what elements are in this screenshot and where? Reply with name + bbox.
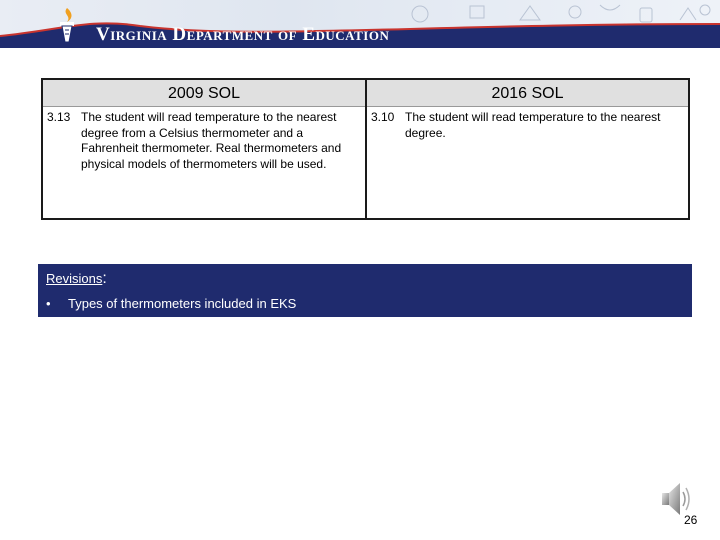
sol-2009-column — [43, 80, 367, 218]
bullet-icon: • — [46, 296, 51, 311]
revisions-heading — [46, 270, 684, 288]
torch-logo-icon — [54, 6, 80, 46]
page-number: 26 — [684, 513, 698, 527]
sol-2009-text: The student will read temperature to the nearest degree from a Celsius thermometer and a Fahrenheit thermometer. Real thermometers and physical models of thermometers will be used. — [81, 110, 342, 171]
header-banner — [0, 0, 720, 48]
sol-2016-column — [367, 80, 688, 218]
revisions-colon: : — [102, 270, 107, 287]
sol-2016-number: 3.10 — [371, 110, 395, 124]
sol-2009-number: 3.13 — [47, 110, 71, 124]
sol-comparison-table — [41, 78, 690, 220]
header-title: Virginia Department of Education — [96, 24, 390, 45]
sol-2009-entry — [43, 107, 365, 172]
sol-2016-entry — [367, 107, 688, 141]
revision-list-item — [46, 296, 684, 311]
sol-2016-heading: 2016 SOL — [367, 80, 688, 107]
revision-item-text: Types of thermometers included in EKS — [68, 296, 297, 311]
sol-2009-heading: 2009 SOL — [43, 80, 365, 107]
sol-2016-text: The student will read temperature to the nearest degree. — [405, 110, 661, 140]
revisions-title: Revisions — [46, 271, 103, 286]
revisions-box — [38, 264, 692, 317]
